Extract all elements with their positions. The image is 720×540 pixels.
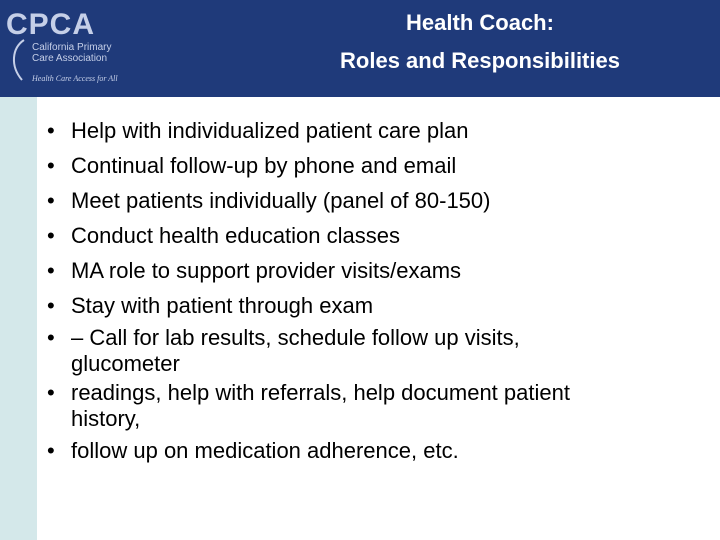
bullet-item	[0, 433, 716, 468]
bullet-icon: •	[47, 293, 55, 318]
bullet-text: Help with individualized patient care plan	[71, 118, 469, 143]
bullet-item	[0, 183, 716, 218]
slide-title-line-1: Health Coach:	[406, 10, 554, 35]
bullet-text: MA role to support provider visits/exams	[71, 258, 462, 283]
bullet-text: Conduct health education classes	[71, 223, 400, 248]
bullet-item	[0, 218, 716, 253]
bullet-icon: •	[47, 153, 55, 178]
logo-swoosh-icon	[6, 38, 28, 82]
slide-title-line-2: Roles and Responsibilities	[340, 48, 620, 73]
bullet-icon: •	[47, 118, 55, 143]
bullet-icon: •	[47, 223, 55, 248]
bullet-item	[0, 323, 716, 375]
bullet-text: Continual follow-up by phone and email	[71, 153, 457, 178]
slide-header	[0, 0, 720, 97]
bullet-item	[0, 253, 716, 288]
bullet-text: Meet patients individually (panel of 80-150)	[71, 188, 491, 213]
bullet-text: – Call for lab results, schedule follow up visits,	[71, 325, 520, 350]
slide-body	[0, 113, 716, 468]
bullet-icon: •	[47, 188, 55, 213]
bullet-icon: •	[47, 325, 55, 350]
bullet-text: Stay with patient through exam	[71, 293, 374, 318]
bullet-icon: •	[47, 258, 55, 283]
logo-wordmark: CPCA	[6, 8, 96, 41]
bullet-text-continued: history,	[71, 406, 141, 431]
bullet-text: readings, help with referrals, help document patient	[71, 380, 570, 405]
bullet-text: follow up on medication adherence, etc.	[71, 438, 459, 463]
bullet-list	[0, 113, 716, 468]
slide-title	[300, 4, 660, 94]
bullet-item	[0, 113, 716, 148]
logo-tagline: Health Care Access for All	[32, 74, 118, 83]
bullet-icon: •	[47, 438, 55, 463]
bullet-item	[0, 148, 716, 183]
bullet-item	[0, 378, 716, 430]
logo-organization-name: California Primary Care Association	[32, 42, 112, 64]
cpca-logo	[6, 8, 166, 90]
bullet-item	[0, 288, 716, 323]
bullet-text-continued: glucometer	[71, 351, 180, 376]
bullet-icon: •	[47, 380, 55, 405]
